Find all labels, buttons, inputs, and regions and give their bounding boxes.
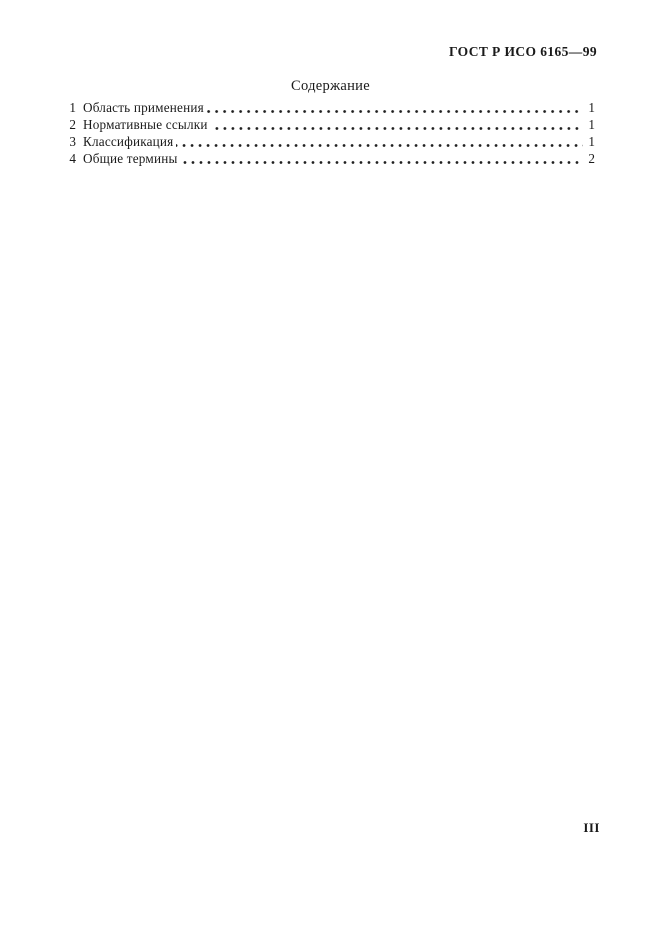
toc-entry (64, 133, 595, 150)
toc-entry-number: 2 (69, 117, 76, 132)
dot-leader (207, 110, 583, 113)
document-code-header: ГОСТ Р ИСО 6165—99 (449, 44, 597, 59)
toc-entry-number: 1 (69, 100, 76, 115)
dot-leader (211, 127, 583, 130)
toc-entry-number: 4 (69, 151, 76, 166)
toc-entry-title: Общие термины (83, 151, 178, 166)
toc-entry-title: Классификация (83, 134, 174, 149)
table-of-contents (64, 99, 595, 167)
toc-entry-page: 1 (588, 100, 595, 115)
toc-entry-title: Нормативные ссылки (83, 117, 208, 132)
toc-entry-page: 1 (588, 134, 595, 149)
toc-entry-page: 2 (588, 151, 595, 166)
dot-leader (176, 144, 583, 147)
toc-entry-page: 1 (588, 117, 595, 132)
toc-entry (64, 116, 595, 133)
toc-entry-title: Область применения (83, 100, 204, 115)
contents-heading: Содержание (291, 78, 370, 94)
toc-entry (64, 150, 595, 167)
dot-leader (181, 161, 583, 164)
page-number-roman: III (583, 820, 600, 835)
toc-entry-number: 3 (69, 134, 76, 149)
toc-entry (64, 99, 595, 116)
